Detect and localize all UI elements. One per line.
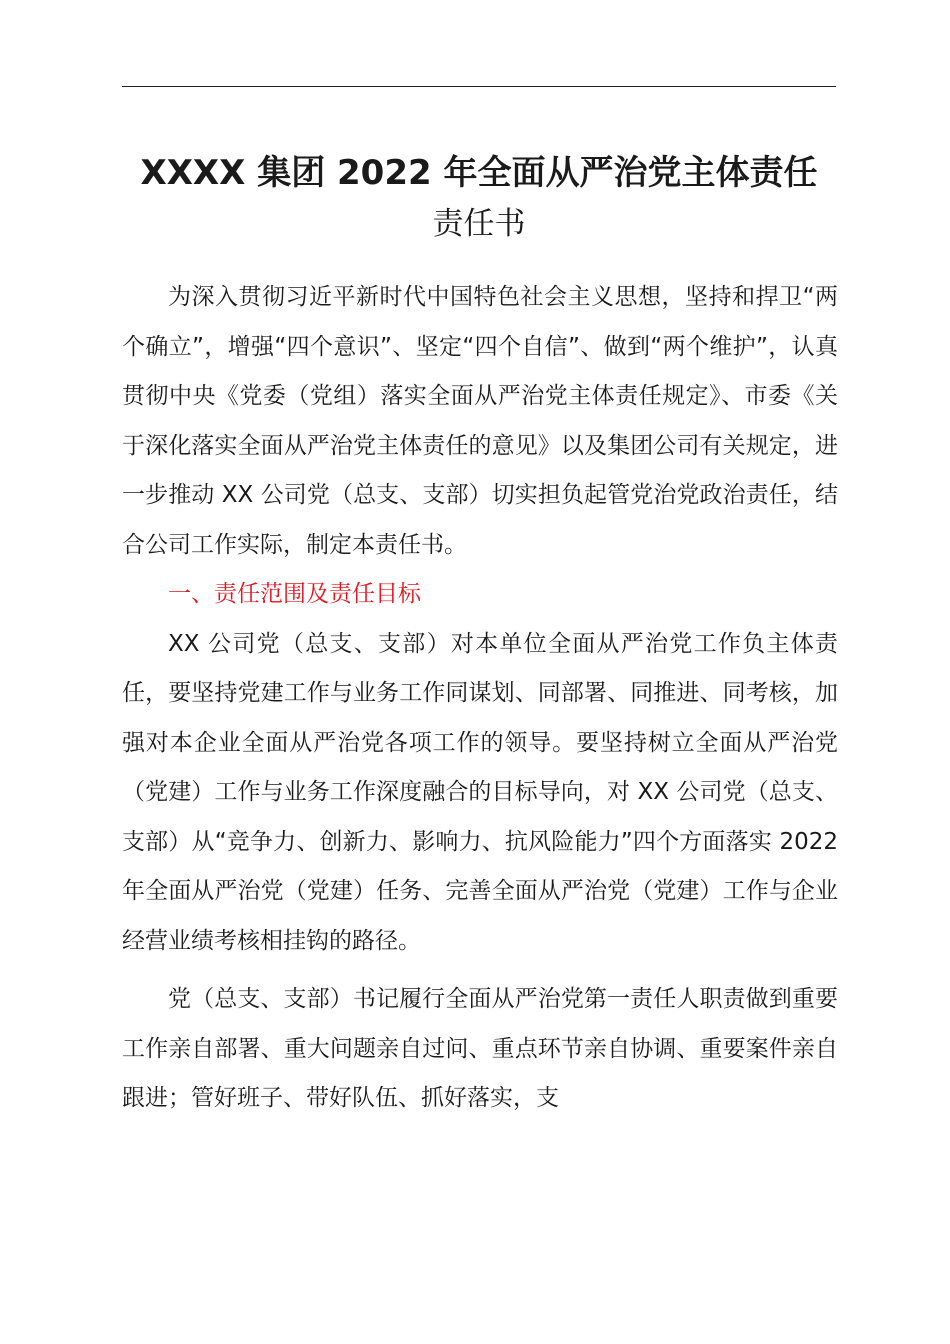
document-title — [110, 148, 848, 250]
header-rule — [122, 86, 836, 87]
title-line-1: XXXX 集团 2022 年全面从严治党主体责任 — [140, 153, 818, 193]
secretary-paragraph: 党（总支、支部）书记履行全面从严治党第一责任人职责做到重要工作亲自部署、重大问题亲自过问、重点环节亲自协调、重要案件亲自跟进；管好班子、带好队伍、抓好落实，支 — [122, 986, 838, 1111]
responsibility-paragraph: XX 公司党（总支、支部）对本单位全面从严治党工作负主体责任，要坚持党建工作与业务工作同谋划、同部署、同推进、同考核，加强对本企业全面从严治党各项工作的领导。要坚持树立全面从严治党（党建）工作与业务工作深度融合的目标导向，对 XX 公司党（总支、支部）从“竞争力、创新力、影响力、抗风险能力”四个方面落实 2022 年全面从严治党（党建）任务、完善全面从严治党（党建）工作与企业经营业绩考核相挂钩的路径。 — [122, 630, 838, 954]
document-body — [122, 273, 838, 1124]
intro-paragraph: 为深入贯彻习近平新时代中国特色社会主义思想，坚持和捍卫“两个确立”，增强“四个意识”、坚定“四个自信”、做到“两个维护”，认真贯彻中央《党委（党组）落实全面从严治党主体责任规定》、市委《关于深化落实全面从严治党主体责任的意见》以及集团公司有关规定，进一步推动 XX 公司党（总支、支部）切实担负起管党治党政治责任，结合公司工作实际，制定本责任书。 — [122, 284, 838, 558]
title-line-2: 责任书 — [432, 206, 526, 242]
section-heading: 一、责任范围及责任目标 — [168, 581, 421, 607]
